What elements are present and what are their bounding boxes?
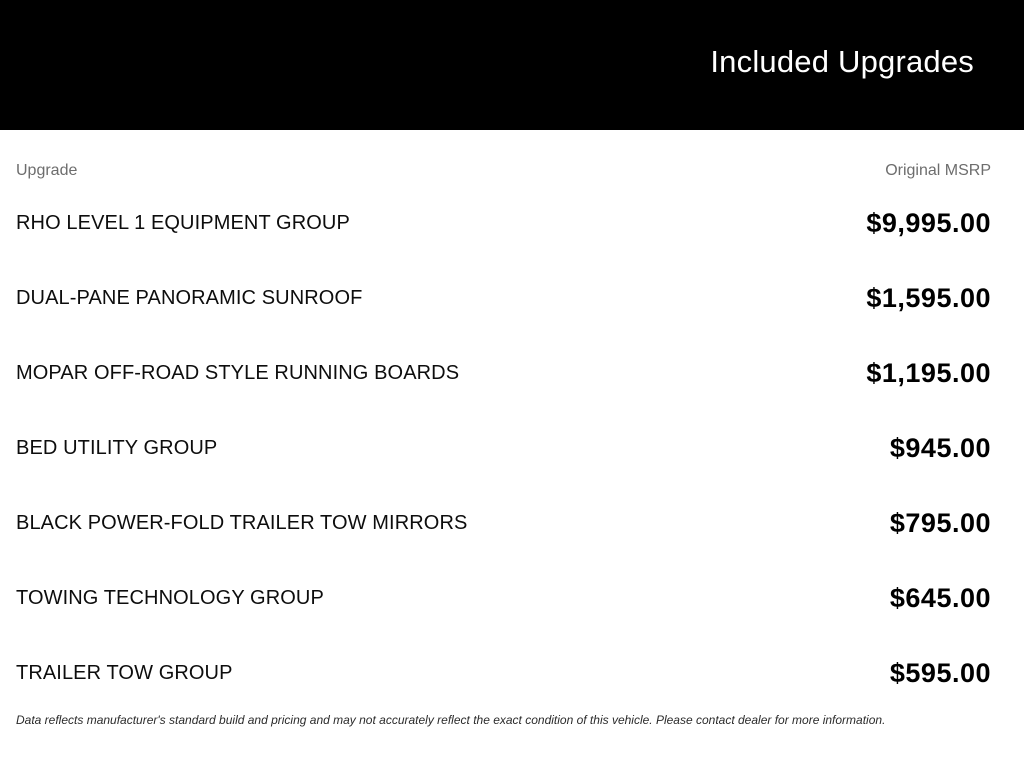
table-row: [16, 261, 991, 336]
table-row: [16, 486, 991, 561]
upgrade-name: TOWING TECHNOLOGY GROUP: [16, 587, 324, 609]
upgrade-name: BLACK POWER-FOLD TRAILER TOW MIRRORS: [16, 512, 468, 534]
upgrade-name: DUAL-PANE PANORAMIC SUNROOF: [16, 287, 363, 309]
upgrade-price: $1,195.00: [866, 358, 991, 388]
table-column-headers: [16, 161, 991, 180]
table-row: [16, 336, 991, 411]
disclaimer-text: Data reflects manufacturer's standard build and pricing and may not accurately reflect the exact condition of this vehicle. Please contact dealer for more information.: [16, 713, 886, 727]
upgrade-price: $795.00: [889, 508, 991, 538]
header-bar: [0, 0, 1024, 130]
upgrade-name: MOPAR OFF-ROAD STYLE RUNNING BOARDS: [16, 362, 460, 384]
upgrade-name: RHO LEVEL 1 EQUIPMENT GROUP: [16, 212, 350, 234]
table-row: [16, 636, 991, 711]
column-header-original-msrp: Original MSRP: [885, 162, 991, 179]
upgrade-price: $595.00: [889, 658, 991, 688]
upgrade-name: BED UTILITY GROUP: [16, 437, 218, 459]
upgrades-list: [16, 186, 991, 711]
table-row: [16, 411, 991, 486]
column-header-upgrade: Upgrade: [16, 162, 78, 179]
table-row: [16, 561, 991, 636]
upgrade-name: TRAILER TOW GROUP: [16, 662, 233, 684]
table-row: [16, 186, 991, 261]
upgrade-price: $9,995.00: [866, 208, 991, 238]
upgrade-price: $945.00: [889, 433, 991, 463]
upgrade-price: $645.00: [889, 583, 991, 613]
upgrade-price: $1,595.00: [866, 283, 991, 313]
upgrades-content: [0, 161, 1024, 728]
page-title: Included Upgrades: [710, 44, 974, 79]
